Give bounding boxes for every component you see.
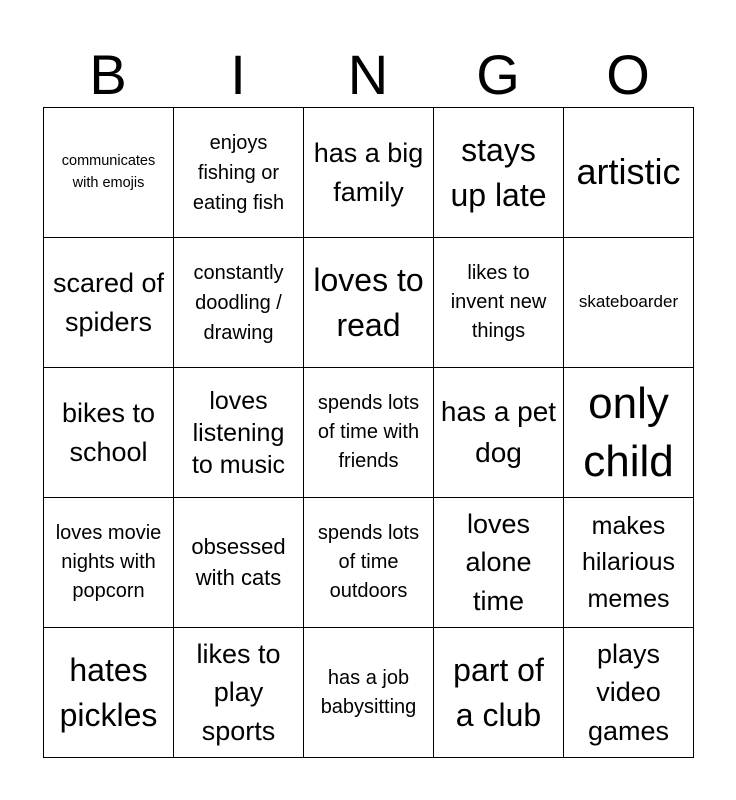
- bingo-cell-r4-c1[interactable]: [44, 498, 174, 628]
- bingo-cell-r4-c4[interactable]: [434, 498, 564, 628]
- bingo-cell-r2-c5[interactable]: [564, 238, 694, 368]
- cell-text: only child: [583, 379, 674, 486]
- bingo-cell-r5-c2[interactable]: [174, 628, 304, 758]
- header-letter-b: B: [89, 43, 127, 106]
- cell-text: communicates with emojis: [61, 153, 156, 191]
- cell-text: skateboarder: [578, 292, 679, 312]
- bingo-cell-r3-c5[interactable]: [564, 368, 694, 498]
- header-letter-n: N: [347, 43, 389, 106]
- cell-text: makes hilarious memes: [581, 512, 676, 613]
- bingo-cell-r3-c2[interactable]: [174, 368, 304, 498]
- cell-text: spends lots of time outdoors: [317, 522, 420, 602]
- bingo-cell-r3-c4[interactable]: [434, 368, 564, 498]
- bingo-cell-r1-c4[interactable]: [434, 108, 564, 238]
- bingo-cell-r5-c3[interactable]: [304, 628, 434, 758]
- bingo-cell-r4-c3[interactable]: [304, 498, 434, 628]
- bingo-cell-r5-c4[interactable]: [434, 628, 564, 758]
- cell-text: stays up late: [450, 132, 547, 213]
- bingo-cell-r2-c1[interactable]: [44, 238, 174, 368]
- header-letter-g: G: [476, 43, 520, 106]
- cell-text: obsessed with cats: [191, 533, 286, 590]
- bingo-cell-r5-c5[interactable]: [564, 628, 694, 758]
- cell-text: likes to play sports: [196, 639, 281, 746]
- bingo-cell-r2-c3[interactable]: [304, 238, 434, 368]
- bingo-cell-r1-c1[interactable]: [44, 108, 174, 238]
- cell-text: likes to invent new things: [450, 262, 547, 342]
- cell-text: part of a club: [453, 652, 544, 733]
- bingo-cell-r3-c3[interactable]: [304, 368, 434, 498]
- cell-text: plays video games: [587, 639, 670, 746]
- cell-text: loves movie nights with popcorn: [55, 522, 162, 602]
- bingo-cell-r2-c4[interactable]: [434, 238, 564, 368]
- cell-text: loves alone time: [465, 509, 532, 616]
- bingo-cell-r3-c1[interactable]: [44, 368, 174, 498]
- bingo-cell-r1-c5[interactable]: [564, 108, 694, 238]
- cell-text: enjoys fishing or eating fish: [192, 131, 285, 214]
- cell-text: artistic: [576, 151, 681, 193]
- bingo-header: [43, 42, 693, 108]
- cell-text: has a job babysitting: [320, 666, 417, 718]
- bingo-cell-r1-c3[interactable]: [304, 108, 434, 238]
- cell-text: bikes to school: [61, 398, 156, 467]
- bingo-cell-r2-c2[interactable]: [174, 238, 304, 368]
- bingo-cell-r4-c2[interactable]: [174, 498, 304, 628]
- cell-text: loves listening to music: [191, 386, 286, 479]
- bingo-cell-r5-c1[interactable]: [44, 628, 174, 758]
- cell-text: has a pet dog: [440, 395, 557, 468]
- cell-text: hates pickles: [59, 652, 158, 733]
- cell-text: loves to read: [313, 262, 424, 343]
- bingo-cell-r1-c2[interactable]: [174, 108, 304, 238]
- bingo-cell-r4-c5[interactable]: [564, 498, 694, 628]
- bingo-board: [43, 107, 694, 758]
- header-letter-o: O: [606, 43, 650, 106]
- header-letter-i: I: [230, 43, 246, 106]
- cell-text: scared of spiders: [52, 268, 165, 337]
- cell-text: constantly doodling / drawing: [193, 261, 284, 344]
- cell-text: has a big family: [313, 138, 424, 207]
- cell-text: spends lots of time with friends: [317, 392, 420, 472]
